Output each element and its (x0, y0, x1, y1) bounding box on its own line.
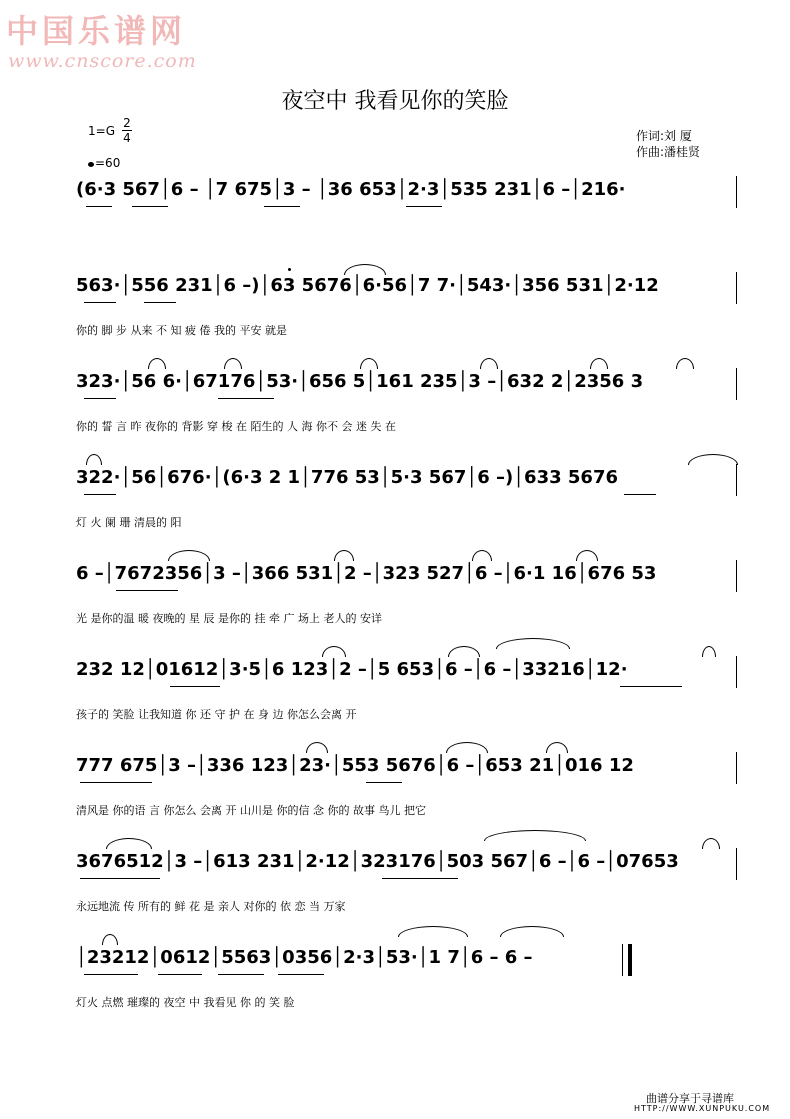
notation-line: 322·│56│676·│(6·3 2 1│776 53│5·3 567│6 –)│633 5676 (76, 467, 618, 488)
notation-line: 323·│56 6·│67176│53·│656 5│161 235│3 –│632 2│2356 3 (76, 371, 644, 392)
watermark-logo: 中国乐谱网 (6, 12, 187, 50)
notation-line: 3676512│3 –│613 231│2·12│323176│503 567│6 –│6 –│07653 (76, 851, 679, 872)
notation-line: 6 –│7672356│3 –│366 531│2 –│323 527│6 –│6·1 16│676 53 (76, 563, 657, 584)
tempo-marking (88, 156, 120, 170)
credits (636, 128, 700, 160)
tempo-value: =60 (95, 156, 121, 170)
lyrics-line: 光 是你的温 暖 夜晚的 星 辰 是你的 挂 牵 广 场上 老人的 安详 (76, 612, 382, 625)
lyrics-line: 你的 誓 言 昨 夜你的 背影 穿 梭 在 陌生的 人 海 你不 会 迷 失 在 (76, 420, 396, 433)
footer-url[interactable]: HTTP://WWW.XUNPUKU.COM (634, 1104, 771, 1113)
time-signature (122, 116, 132, 145)
lyricist: 作词:刘 厦 (636, 129, 692, 143)
lyrics-line: 永远地流 传 所有的 鲜 花 是 亲人 对你的 依 恋 当 万家 (76, 900, 346, 913)
notation-line: │23212│0612│5563│0356│2·3│53·│1 7│6 – 6 – (76, 947, 533, 968)
notation-line: (6·3 567│6 – │7 675│3 – │36 653│2·3│535 231│6 –│216· (76, 179, 626, 200)
time-signature-top: 2 (123, 116, 131, 130)
footer-share-text: 曲谱分享于寻谱库 (646, 1092, 734, 1105)
watermark-url: www.cnscore.com (8, 50, 197, 72)
quarter-note-icon (88, 162, 94, 167)
lyrics-line: 清风是 你的语 言 你怎么 会离 开 山川是 你的信 念 你的 故事 鸟儿 把它 (76, 804, 426, 817)
notation-line: 563·│556 231│6 –)│63 5676│6·56│7 7·│543·│356 531│2·12 (76, 275, 659, 296)
time-signature-bottom: 4 (123, 131, 131, 145)
lyrics-line: 你的 脚 步 从来 不 知 疲 倦 我的 平安 就是 (76, 324, 287, 337)
final-barline (622, 944, 632, 976)
composer: 作曲:潘桂贤 (636, 145, 701, 159)
song-title: 夜空中 我看见你的笑脸 (281, 89, 509, 114)
notation-line: 232 12│01612│3·5│6 123│2 –│5 653│6 –│6 –│33216│12· (76, 659, 628, 680)
notation-line: 777 675│3 –│336 123│23·│553 5676│6 –│653 21│016 12 (76, 755, 634, 776)
lyrics-line: 孩子的 笑脸 让我知道 你 还 守 护 在 身 边 你怎么会离 开 (76, 708, 357, 721)
lyrics-line: 灯 火 阑 珊 清晨的 阳 (76, 516, 182, 529)
key-signature: 1=G (88, 124, 115, 138)
lyrics-line: 灯火 点燃 璀璨的 夜空 中 我看见 你 的 笑 脸 (76, 996, 295, 1009)
